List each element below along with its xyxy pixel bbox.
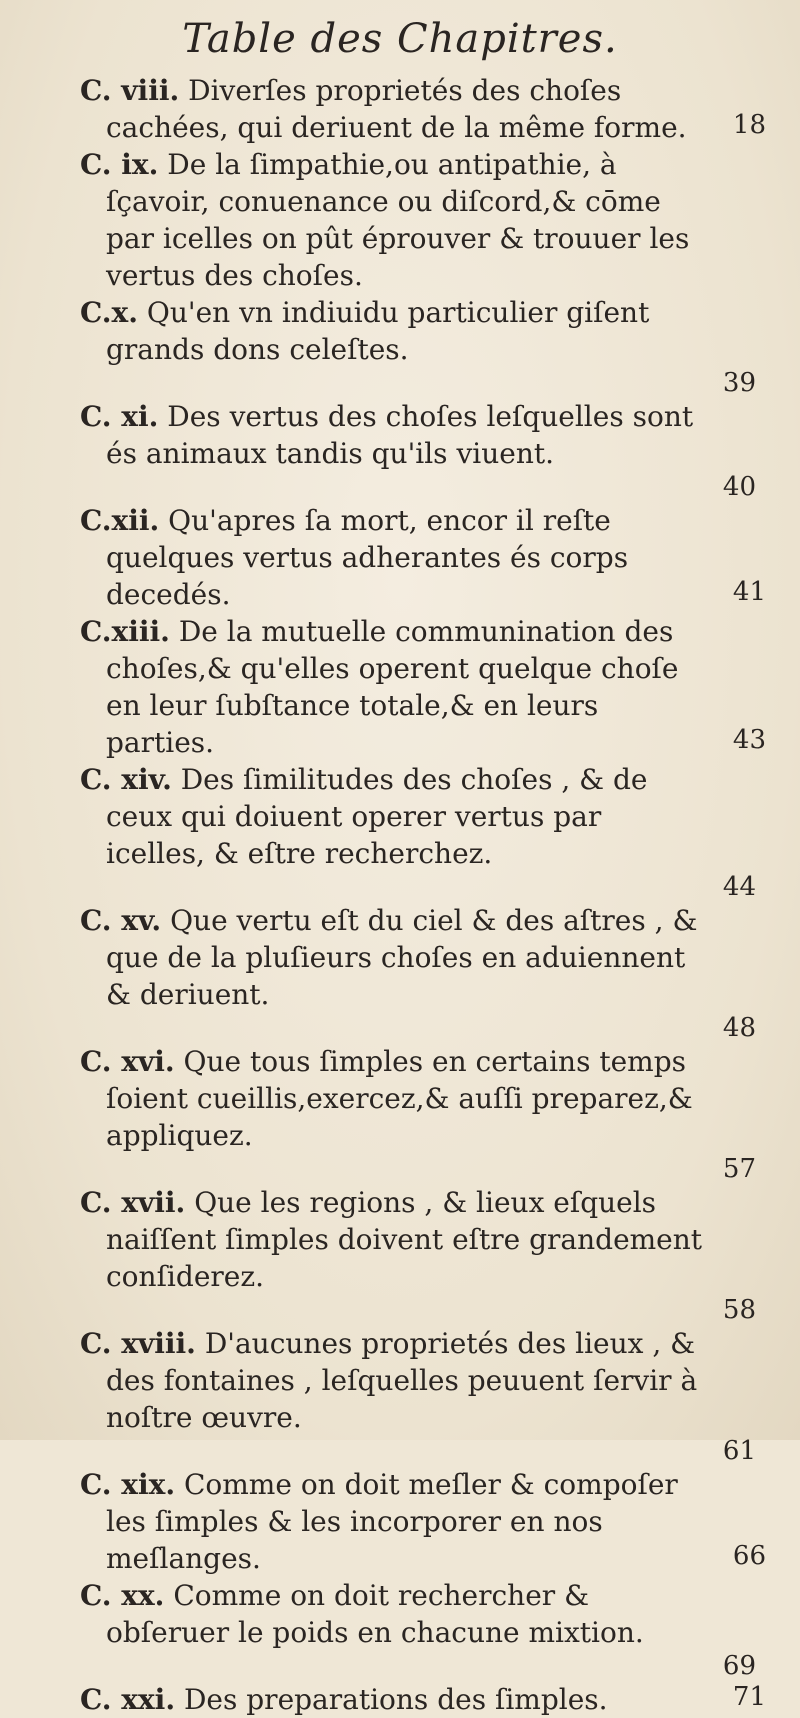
chapter-entry xyxy=(80,398,756,502)
page-number: 40 xyxy=(722,472,756,502)
chapter-number: C. xx. xyxy=(80,1579,165,1612)
page-number: 18 xyxy=(732,110,766,140)
chapter-entry xyxy=(80,1325,756,1466)
chapter-entry xyxy=(80,1043,756,1184)
chapter-title: Comme on doit meſler & compoſer les ſimples & les incorporer en nos meſlanges. xyxy=(106,1468,678,1575)
chapter-entry xyxy=(80,761,756,902)
chapter-entry xyxy=(80,1466,766,1577)
page-number: 57 xyxy=(722,1154,756,1184)
page-number: 41 xyxy=(732,577,766,607)
page-number: 71 xyxy=(732,1682,766,1712)
chapter-title: Des preparations des ſimples. xyxy=(183,1683,608,1716)
chapter-entry xyxy=(80,1681,766,1718)
chapter-number: C. xix. xyxy=(80,1468,176,1501)
page-number: 58 xyxy=(722,1295,756,1325)
page-number: 61 xyxy=(722,1436,756,1466)
page-number: 69 xyxy=(722,1651,756,1681)
chapter-title: D'aucunes proprietés des lieux , & des fontaines , leſquelles peuuent ſervir à noſtre œuvre. xyxy=(106,1327,698,1434)
chapter-number: C.xiii. xyxy=(80,615,170,648)
chapter-title: Que les regions , & lieux eſquels naiſſent ſimples doivent eſtre grandement conſiderez. xyxy=(106,1186,703,1293)
chapter-title: Qu'en vn indiuidu particulier giſent grands dons celeſtes. xyxy=(106,296,650,366)
page-number: 43 xyxy=(732,725,766,755)
chapter-list xyxy=(80,72,766,1718)
chapter-entry xyxy=(80,146,756,294)
chapter-entry xyxy=(80,1184,756,1325)
chapter-number: C. xiv. xyxy=(80,763,172,796)
chapter-title: Des vertus des choſes leſquelles sont és animaux tandis qu'ils viuent. xyxy=(106,400,694,470)
chapter-title: Qu'apres ſa mort, encor il reſte quelques vertus adherantes és corps decedés. xyxy=(106,504,629,611)
chapter-title: Diverſes proprietés des choſes cachées, qui deriuent de la même forme. xyxy=(106,74,687,144)
chapter-title: De la ſimpathie,ou antipathie, à ſçavoir, conuenance ou diſcord,& cōme par icelles on pût éprouver & trouuer les vertus des choſes. xyxy=(106,148,690,292)
page-number: 66 xyxy=(732,1541,766,1571)
chapter-number: C. xviii. xyxy=(80,1327,196,1360)
chapter-number: C. xxi. xyxy=(80,1683,176,1716)
chapter-entry xyxy=(80,613,766,761)
chapter-number: C.xii. xyxy=(80,504,160,537)
page-number: 39 xyxy=(722,368,756,398)
chapter-entry xyxy=(80,902,756,1043)
chapter-title: Des ſimilitudes des choſes , & de ceux qui doiuent operer vertus par icelles, & eſtre recherchez. xyxy=(106,763,648,870)
chapter-entry xyxy=(80,72,766,146)
chapter-entry xyxy=(80,502,766,613)
chapter-number: C. xv. xyxy=(80,904,162,937)
chapter-entry xyxy=(80,1577,756,1681)
chapter-number: C.x. xyxy=(80,296,138,329)
chapter-title: Que vertu eſt du ciel & des aſtres , & que de la pluſieurs choſes en aduiennent & deriuent. xyxy=(106,904,698,1011)
chapter-number: C. ix. xyxy=(80,148,159,181)
chapter-title: De la mutuelle communination des choſes,& qu'elles operent quelque choſe en leur ſubſtance totale,& en leurs parties. xyxy=(106,615,679,759)
chapter-number: C. xvi. xyxy=(80,1045,175,1078)
page-header: Table des Chapitres. xyxy=(182,16,618,62)
chapter-number: C. xi. xyxy=(80,400,159,433)
chapter-title: Comme on doit rechercher & obſeruer le poids en chacune mixtion. xyxy=(106,1579,644,1649)
chapter-number: C. viii. xyxy=(80,74,180,107)
chapter-number: C. xvii. xyxy=(80,1186,186,1219)
chapter-title: Que tous ſimples en certains temps ſoient cueillis,exercez,& auſſi preparez,& appliquez. xyxy=(106,1045,693,1152)
page-number: 44 xyxy=(722,872,756,902)
page-number: 48 xyxy=(722,1013,756,1043)
chapter-entry xyxy=(80,294,756,398)
